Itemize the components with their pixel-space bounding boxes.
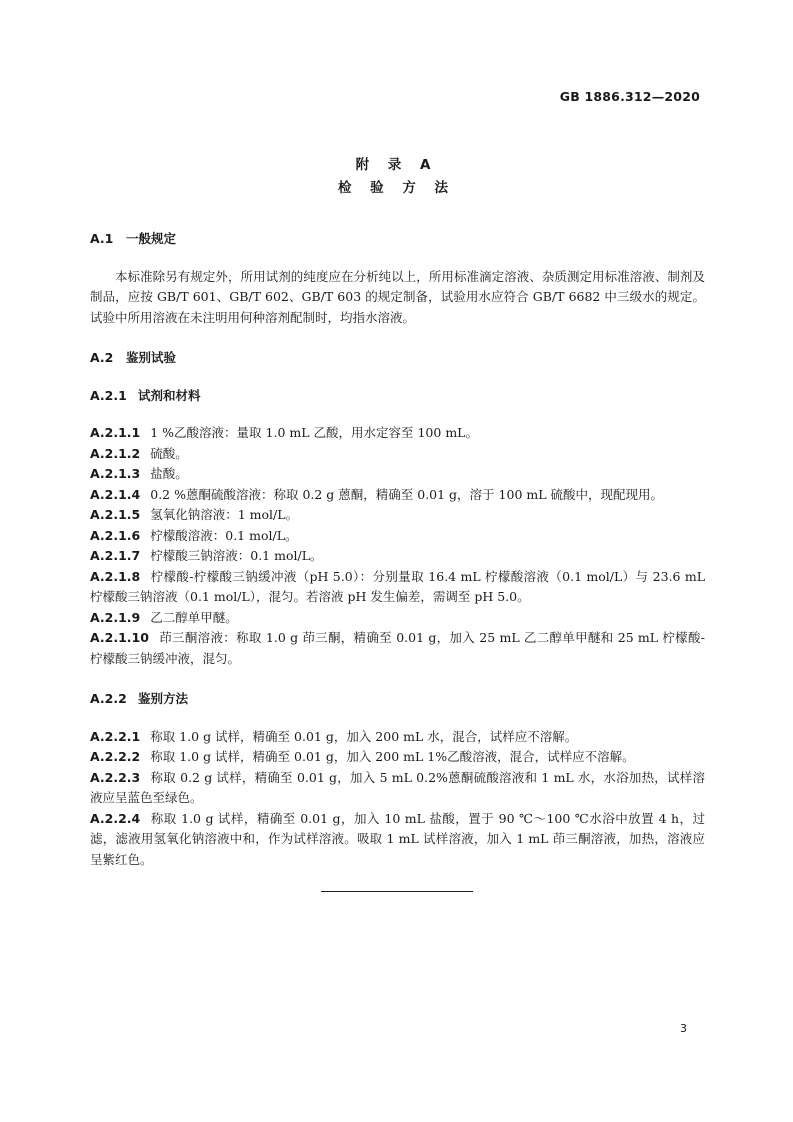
section-title: 一般规定 — [126, 231, 177, 246]
a22-item-list — [90, 727, 705, 871]
document-body — [90, 229, 705, 870]
section-heading-a22 — [90, 689, 705, 710]
standard-code: GB 1886.312—2020 — [559, 89, 700, 104]
list-item: A.2.1.1 1 %乙酸溶液：量取 1.0 mL 乙酸，用水定容至 100 mL。 — [90, 425, 478, 440]
list-item: A.2.1.4 0.2 %蒽酮硫酸溶液：称取 0.2 g 蒽酮，精确至 0.01 g，溶于 100 mL 硫酸中，现配现用。 — [90, 486, 663, 502]
list-item: A.2.1.3 盐酸。 — [90, 466, 188, 481]
end-divider — [321, 891, 473, 892]
list-item: A.2.1.7 柠檬酸三钠溶液：0.1 mol/L。 — [90, 548, 323, 563]
section-heading-a2 — [90, 348, 705, 369]
section-a1-paragraph: 本标准除另有规定外，所用试剂的纯度应在分析纯以上，所用标准滴定溶液、杂质测定用标准溶液、制剂及制品，应按 GB/T 601、GB/T 602、GB/T 603 的规定制备，试验用水应符合 GB/T 6682 中三级水的规定。试验中所用溶液在未注明用何种溶剂配制时，均指水溶液。 — [90, 268, 705, 325]
section-heading-a21 — [90, 386, 705, 407]
a21-item-list — [90, 423, 705, 669]
section-title: 鉴别方法 — [138, 691, 189, 706]
list-item: A.2.1.2 硫酸。 — [90, 445, 188, 461]
section-title: 鉴别试验 — [126, 350, 177, 365]
list-item: A.2.2.3 称取 0.2 g 试样，精确至 0.01 g，加入 5 mL 0.2%蒽酮硫酸溶液和 1 mL 水，水浴加热，试样溶液应呈蓝色至绿色。 — [90, 769, 705, 805]
appendix-title: 附 录 A — [355, 157, 438, 173]
appendix-subtitle: 检 验 方 法 — [337, 180, 456, 196]
section-heading-a1 — [90, 229, 705, 250]
list-item: A.2.1.10 茚三酮溶液：称取 1.0 g 茚三酮，精确至 0.01 g，加入 25 mL 乙二醇单甲醚和 25 mL 柠檬酸-柠檬酸三钠缓冲液，混匀。 — [90, 630, 705, 666]
section-number: A.2 — [90, 350, 114, 365]
section-number: A.1 — [90, 231, 114, 246]
list-item: A.2.1.9 乙二醇单甲醚。 — [90, 609, 238, 625]
page-number: 3 — [680, 1022, 687, 1035]
list-item: A.2.1.6 柠檬酸溶液：0.1 mol/L。 — [90, 527, 298, 543]
section-title: 试剂和材料 — [138, 387, 201, 403]
list-item: A.2.2.4 称取 1.0 g 试样，精确至 0.01 g，加入 10 mL 盐酸，置于 90 ℃～100 ℃水浴中放置 4 h，过滤，滤液用氢氧化钠溶液中和，作为试样溶液。吸取 1 mL 试样溶液，加入 1 mL 茚三酮溶液，加热，溶液应呈紫红色。 — [90, 810, 705, 867]
list-item: A.2.1.8 柠檬酸-柠檬酸三钠缓冲液（pH 5.0）：分别量取 16.4 mL 柠檬酸溶液（0.1 mol/L）与 23.6 mL 柠檬酸三钠溶液（0.1 mol/L），混匀。若溶液 pH 发生偏差，需调至 pH 5.0。 — [90, 568, 705, 604]
list-item: A.2.1.5 氢氧化钠溶液：1 mol/L。 — [90, 507, 299, 522]
section-number: A.2.1 — [90, 387, 127, 403]
list-item: A.2.2.2 称取 1.0 g 试样，精确至 0.01 g，加入 200 mL 1%乙酸溶液，混合，试样应不溶解。 — [90, 749, 635, 764]
section-number: A.2.2 — [90, 691, 127, 706]
list-item: A.2.2.1 称取 1.0 g 试样，精确至 0.01 g，加入 200 mL 水，混合，试样应不溶解。 — [90, 728, 578, 744]
